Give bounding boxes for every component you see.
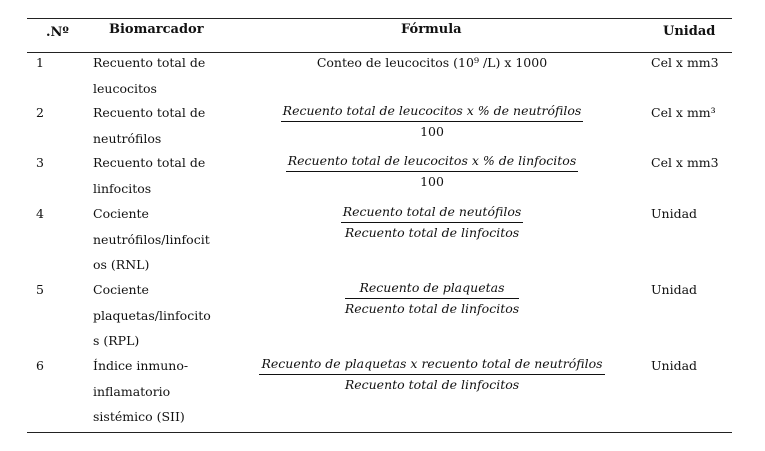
row-4-biomarker: Cociente neutrófilos/linfocit os (RNL) bbox=[93, 206, 210, 272]
row-1-unit: Cel x mm3 bbox=[651, 55, 719, 70]
row-2-numerator: Recuento total de leucocitos x % de neutrófilos bbox=[281, 102, 584, 122]
row-3-biomarker: Recuento total de linfocitos bbox=[93, 155, 206, 196]
header-no: .Nº bbox=[46, 25, 69, 40]
row-4-unit: Unidad bbox=[651, 206, 698, 221]
row-6-formula bbox=[227, 355, 637, 394]
row-1-number: 1 bbox=[36, 55, 44, 70]
row-3-unit: Cel x mm3 bbox=[651, 155, 719, 170]
row-2-denominator: 100 bbox=[420, 124, 444, 139]
row-3-denominator: 100 bbox=[420, 174, 444, 189]
row-2-unit: Cel x mm³ bbox=[651, 105, 716, 120]
row-5-biomarker: Cociente plaquetas/linfocito s (RPL) bbox=[93, 282, 211, 348]
header-unit: Unidad bbox=[663, 24, 716, 39]
row-3-number: 3 bbox=[36, 155, 44, 170]
header-formula: Fórmula bbox=[401, 22, 462, 37]
row-6-number: 6 bbox=[36, 358, 44, 373]
top-rule bbox=[27, 18, 732, 19]
row-4-numerator: Recuento total de neutófilos bbox=[341, 203, 524, 223]
header-biomarker: Biomarcador bbox=[109, 22, 204, 37]
row-4-denominator: Recuento total de linfocitos bbox=[344, 225, 520, 240]
row-4-number: 4 bbox=[36, 206, 44, 221]
bottom-rule bbox=[27, 432, 732, 433]
row-4-formula bbox=[227, 203, 637, 242]
row-6-denominator: Recuento total de linfocitos bbox=[344, 377, 520, 392]
row-2-number: 2 bbox=[36, 105, 44, 120]
row-6-biomarker: Índice inmuno- inflamatorio sistémico (SII) bbox=[93, 358, 189, 424]
row-3-numerator: Recuento total de leucocitos x % de linfocitos bbox=[286, 152, 579, 172]
row-5-denominator: Recuento total de linfocitos bbox=[344, 301, 520, 316]
row-5-formula bbox=[227, 279, 637, 318]
row-2-formula bbox=[227, 102, 637, 141]
row-6-unit: Unidad bbox=[651, 358, 698, 373]
row-2-biomarker: Recuento total de neutrófilos bbox=[93, 105, 206, 146]
row-5-number: 5 bbox=[36, 282, 44, 297]
row-6-numerator: Recuento de plaquetas x recuento total de neutrófilos bbox=[259, 355, 604, 375]
row-5-unit: Unidad bbox=[651, 282, 698, 297]
row-1-biomarker: Recuento total de leucocitos bbox=[93, 55, 206, 96]
row-3-formula bbox=[227, 152, 637, 191]
row-5-numerator: Recuento de plaquetas bbox=[345, 279, 519, 299]
row-1-formula: Conteo de leucocitos (10⁹ /L) x 1000 bbox=[316, 55, 548, 70]
